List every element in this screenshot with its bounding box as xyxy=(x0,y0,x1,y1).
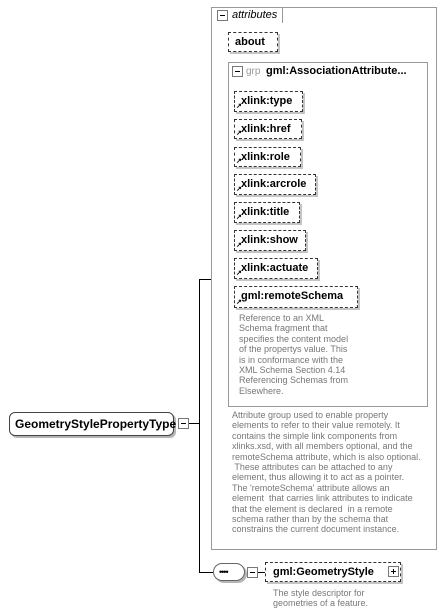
doc-line: of the propertys value. This xyxy=(239,344,348,355)
doc-line: elements to refer to their value remotely. It xyxy=(232,420,400,431)
doc-line: constrains the current document instance. xyxy=(232,524,400,535)
group-documentation xyxy=(232,410,436,535)
attribute-label: xlink:href xyxy=(241,123,291,135)
attribute-xlink-actuate[interactable] xyxy=(234,258,318,279)
reference-arrow-icon: ↗ xyxy=(236,186,242,193)
attribute-label: xlink:arcrole xyxy=(241,178,307,190)
doc-line: specifies the content model xyxy=(239,333,349,344)
attribute-label: gml:remoteSchema xyxy=(241,290,344,302)
doc-line: is in conformance with the xyxy=(239,354,344,365)
doc-line: These attributes can be attached to any xyxy=(232,462,393,473)
attribute-label: xlink:title xyxy=(241,206,290,218)
sequence-to-element-line xyxy=(257,572,265,573)
group-name: gml:AssociationAttribute... xyxy=(266,65,407,77)
doc-line: The 'remoteSchema' attribute allows an xyxy=(232,482,390,493)
reference-arrow-icon: ↗ xyxy=(236,214,242,221)
doc-line: geometries of a feature. xyxy=(273,598,369,609)
sequence-collapse-toggle[interactable] xyxy=(247,567,258,578)
attribute-xlink-arcrole[interactable] xyxy=(234,174,316,195)
attribute-about[interactable] xyxy=(228,32,278,52)
attribute-gml-remoteschema[interactable] xyxy=(234,286,358,308)
element-expand-toggle[interactable] xyxy=(388,566,399,577)
root-type-node[interactable] xyxy=(9,412,177,436)
doc-line: xlinks.xsd, with all members optional, and the xyxy=(232,441,413,452)
attribute-label: xlink:role xyxy=(241,151,290,163)
element-label: gml:GeometryStyle xyxy=(273,566,374,578)
attribute-about-label: about xyxy=(235,36,265,48)
element-gml-geometrystyle[interactable] xyxy=(265,562,401,582)
attribute-label: xlink:actuate xyxy=(241,262,309,274)
attribute-xlink-type[interactable] xyxy=(234,91,303,112)
attributes-connector-line xyxy=(199,279,211,280)
doc-line: element that carries link attributes to indicate xyxy=(232,493,413,504)
sequence-symbol: •••• xyxy=(219,567,228,577)
doc-line: element, thus allowing it to act as a pointer. xyxy=(232,472,405,483)
doc-line: Elsewhere. xyxy=(239,385,284,396)
root-collapse-toggle[interactable] xyxy=(178,418,189,429)
root-type-name: GeometryStylePropertyType xyxy=(15,417,177,431)
doc-line: The style descriptor for xyxy=(273,588,365,598)
attributes-title: attributes xyxy=(232,9,278,21)
doc-line: schema rather than by the schema that xyxy=(232,514,389,525)
doc-line: Schema fragment that xyxy=(239,323,328,334)
reference-arrow-icon: ↗ xyxy=(236,270,242,277)
remote-schema-documentation xyxy=(239,313,424,396)
attribute-label: xlink:show xyxy=(241,234,298,246)
group-prefix: grp xyxy=(246,66,261,77)
root-connector-line xyxy=(189,423,199,424)
doc-line: remoteSchema attribute, which is also optional. xyxy=(232,451,421,462)
doc-line: Reference to an XML xyxy=(239,313,325,323)
sequence-compositor[interactable] xyxy=(213,563,245,581)
reference-arrow-icon: ↗ xyxy=(236,130,242,137)
reference-arrow-icon: ↗ xyxy=(236,103,242,110)
branch-line xyxy=(199,279,200,573)
element-documentation xyxy=(273,588,423,609)
attribute-label: xlink:type xyxy=(241,95,293,107)
attribute-xlink-href[interactable] xyxy=(234,119,302,139)
attributes-collapse-toggle[interactable] xyxy=(217,10,228,21)
doc-line: Attribute group used to enable property xyxy=(232,410,389,420)
attribute-xlink-show[interactable] xyxy=(234,230,306,251)
doc-line: contains the simple link components from xyxy=(232,430,398,441)
group-collapse-toggle[interactable] xyxy=(232,66,243,77)
attribute-xlink-title[interactable] xyxy=(234,202,300,223)
reference-arrow-icon: ↗ xyxy=(236,158,242,165)
reference-arrow-icon: ↗ xyxy=(236,299,242,306)
reference-arrow-icon: ↗ xyxy=(236,242,242,249)
doc-line: Referencing Schemas from xyxy=(239,375,349,386)
doc-line: XML Schema Section 4.14 xyxy=(239,365,346,376)
doc-line: that the element is declared in a remote xyxy=(232,503,393,514)
sequence-connector-line xyxy=(199,572,213,573)
attribute-xlink-role[interactable] xyxy=(234,147,301,167)
